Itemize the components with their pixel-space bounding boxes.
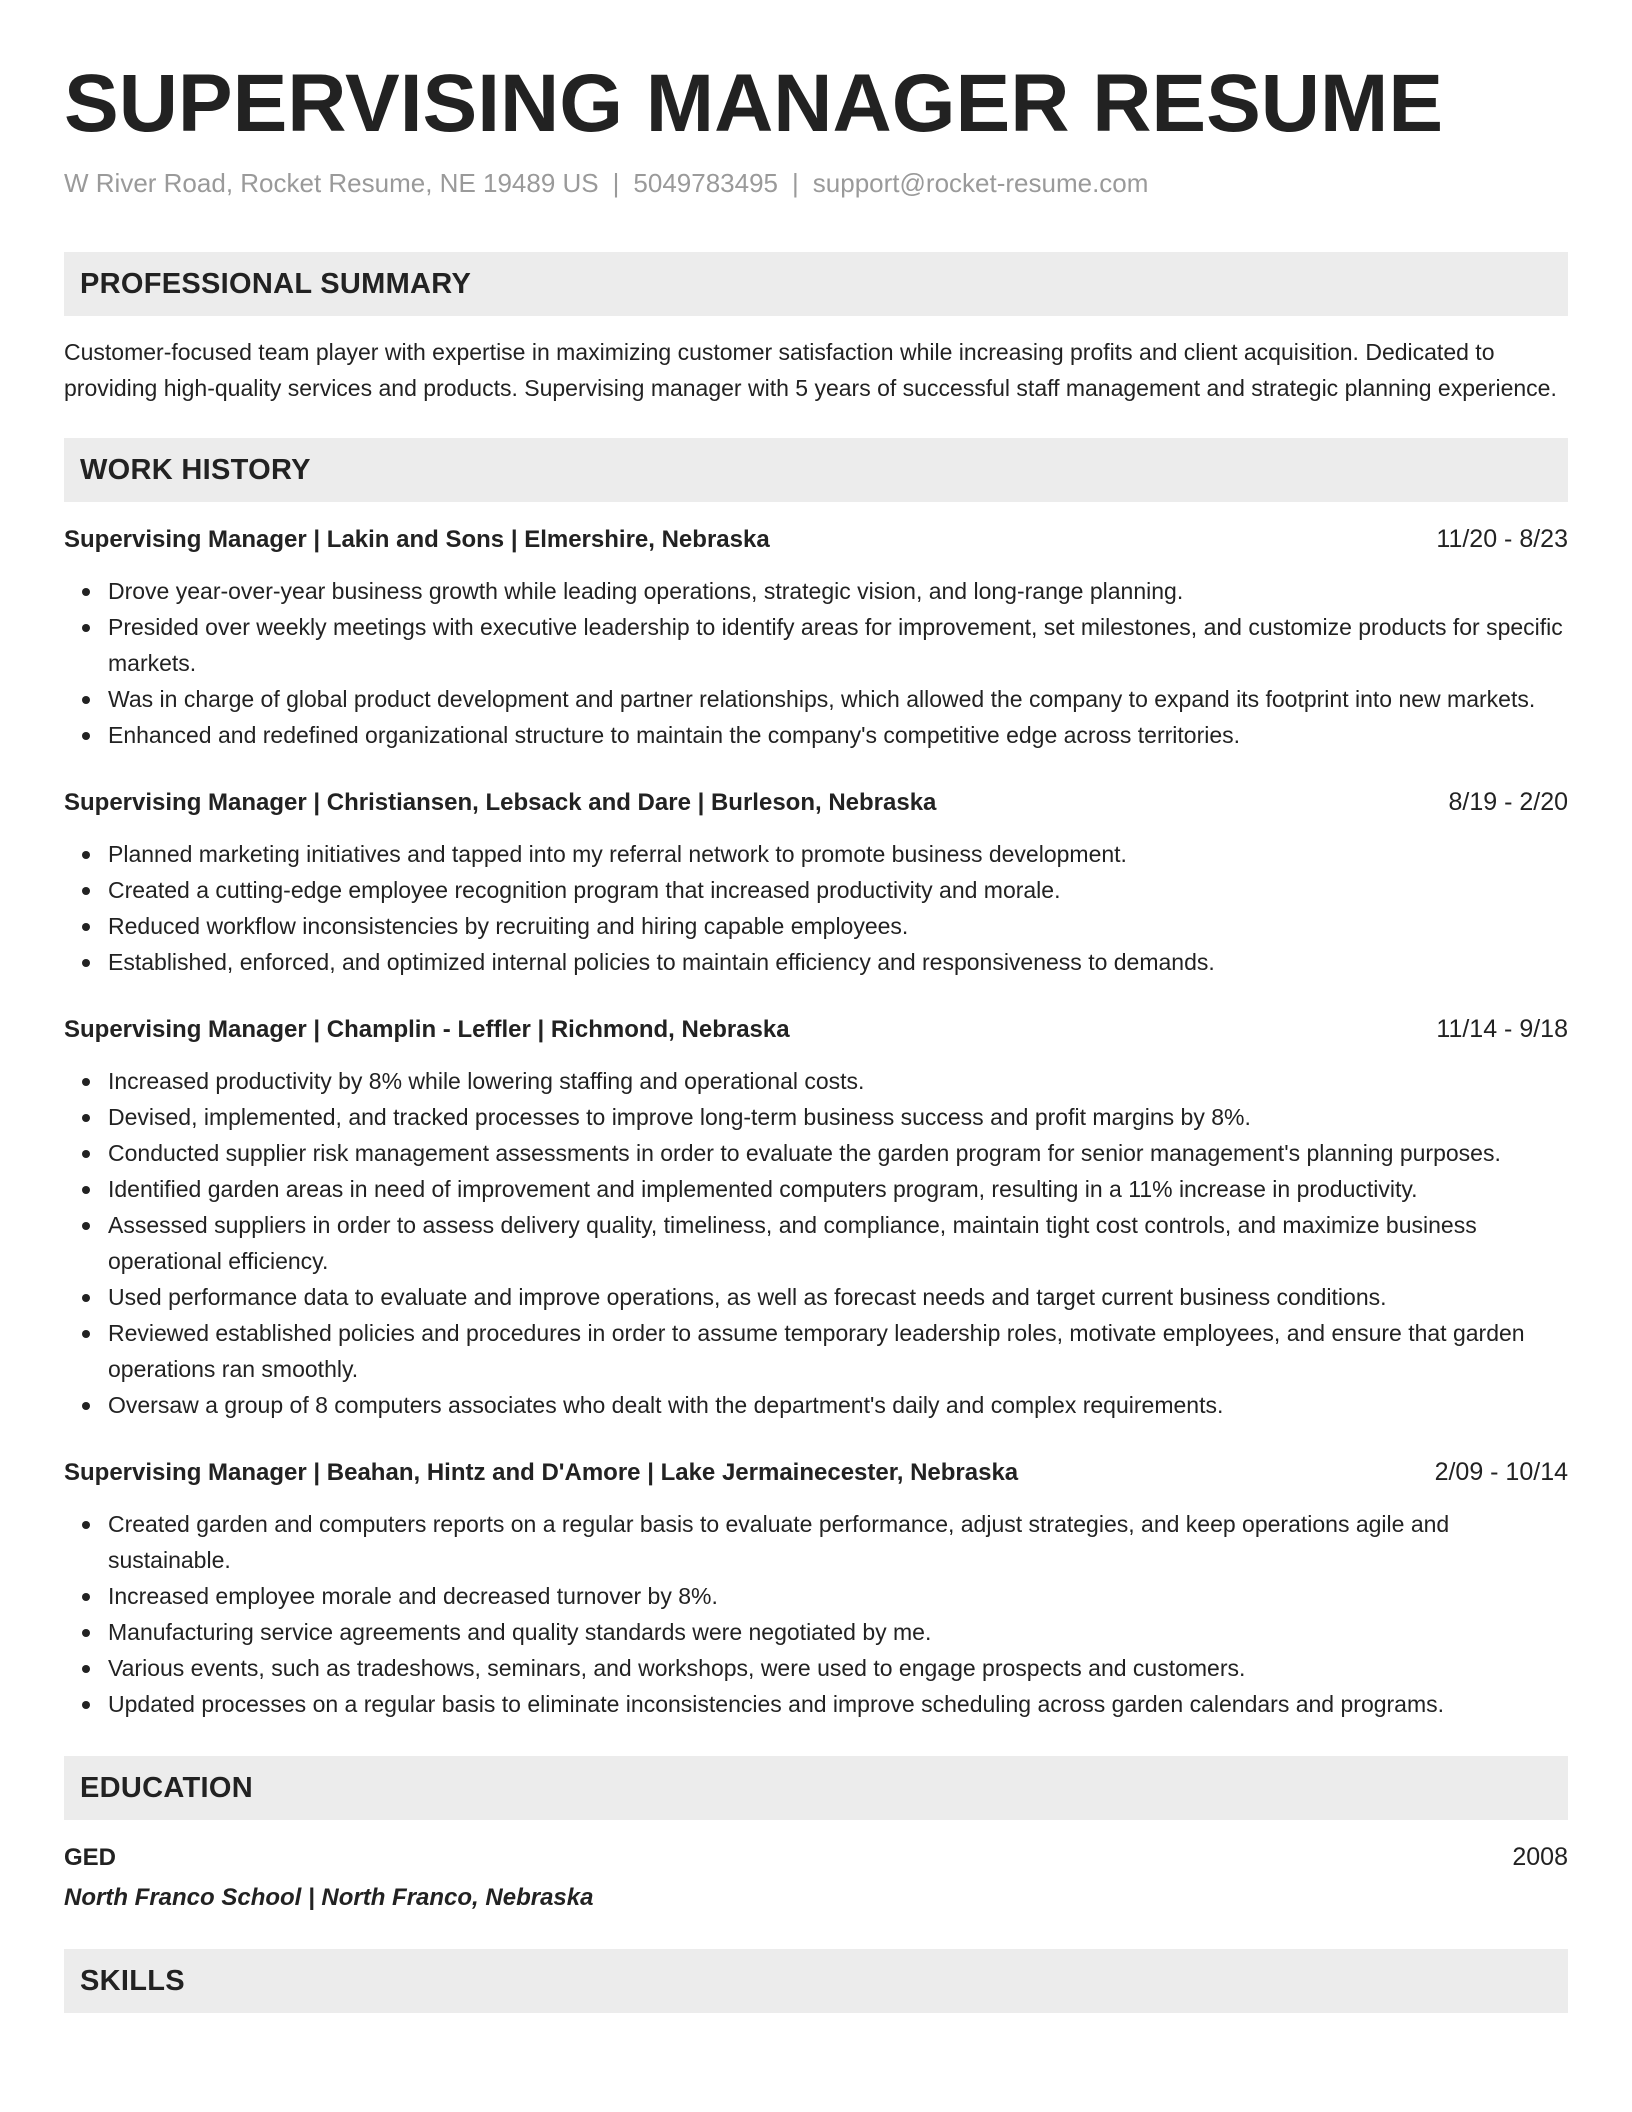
job-dates: 11/20 - 8/23: [1436, 525, 1568, 553]
job-entry: [64, 785, 1568, 980]
job-bullet-list: [64, 1063, 1568, 1423]
list-item: Enhanced and redefined organizational structure to maintain the company's competitive edge across territories.: [108, 717, 1568, 753]
education-row: [64, 1840, 1568, 1875]
list-item: Established, enforced, and optimized internal policies to maintain efficiency and responsiveness to demands.: [108, 944, 1568, 980]
list-item: Increased employee morale and decreased turnover by 8%.: [108, 1578, 1568, 1614]
list-item: Identified garden areas in need of improvement and implemented computers program, resulting in a 11% increase in productivity.: [108, 1171, 1568, 1207]
list-item: Created garden and computers reports on a regular basis to evaluate performance, adjust strategies, and keep operations agile and sustainable.: [108, 1506, 1568, 1578]
section-heading-skills: SKILLS: [64, 1949, 1568, 2013]
list-item: Was in charge of global product development and partner relationships, which allowed the company to expand its footprint into new markets.: [108, 681, 1568, 717]
education-year: 2008: [1512, 1843, 1568, 1871]
contact-line: [64, 166, 1568, 200]
job-title: Supervising Manager | Beahan, Hintz and D'Amore | Lake Jermainecester, Nebraska: [64, 1459, 1019, 1486]
job-dates: 11/14 - 9/18: [1436, 1015, 1568, 1043]
job-bullet-list: [64, 573, 1568, 753]
job-dates: 8/19 - 2/20: [1448, 788, 1568, 816]
job-header-row: [64, 1455, 1568, 1490]
list-item: Used performance data to evaluate and improve operations, as well as forecast needs and target current business conditions.: [108, 1279, 1568, 1315]
list-item: Presided over weekly meetings with executive leadership to identify areas for improvement, set milestones, and customize products for specific markets.: [108, 609, 1568, 681]
list-item: Assessed suppliers in order to assess delivery quality, timeliness, and compliance, maintain tight cost controls, and maximize business operational efficiency.: [108, 1207, 1568, 1279]
list-item: Manufacturing service agreements and quality standards were negotiated by me.: [108, 1614, 1568, 1650]
education-degree: GED: [64, 1844, 117, 1871]
job-entry: [64, 522, 1568, 753]
resume-page: [64, 0, 1568, 2013]
summary-text: Customer-focused team player with expertise in maximizing customer satisfaction while increasing profits and client acquisition. Dedicated to providing high-quality services and products. Supervising manager with 5 years of successful staff management and strategic planning experience.: [64, 339, 1557, 401]
list-item: Updated processes on a regular basis to eliminate inconsistencies and improve scheduling across garden calendars and programs.: [108, 1686, 1568, 1722]
job-bullet-list: [64, 836, 1568, 980]
job-entry: [64, 1012, 1568, 1423]
job-title: Supervising Manager | Lakin and Sons | Elmershire, Nebraska: [64, 526, 770, 553]
contact-separator: |: [612, 168, 620, 198]
contact-phone: 5049783495: [633, 168, 779, 198]
list-item: Increased productivity by 8% while lowering staffing and operational costs.: [108, 1063, 1568, 1099]
list-item: Oversaw a group of 8 computers associates who dealt with the department's daily and complex requirements.: [108, 1387, 1568, 1423]
job-entry: [64, 1455, 1568, 1722]
work-history-list: [64, 522, 1568, 1722]
list-item: Conducted supplier risk management assessments in order to evaluate the garden program for senior management's planning purposes.: [108, 1135, 1568, 1171]
list-item: Planned marketing initiatives and tapped into my referral network to promote business development.: [108, 836, 1568, 872]
resume-title: SUPERVISING MANAGER RESUME: [64, 58, 1444, 149]
job-title: Supervising Manager | Champlin - Leffler | Richmond, Nebraska: [64, 1016, 790, 1043]
job-header-row: [64, 522, 1568, 557]
contact-separator: |: [792, 168, 799, 198]
contact-address: W River Road, Rocket Resume, NE 19489 US: [64, 168, 599, 198]
education-school: North Franco School | North Franco, Nebraska: [64, 1884, 594, 1911]
job-bullet-list: [64, 1506, 1568, 1722]
list-item: Created a cutting-edge employee recognition program that increased productivity and morale.: [108, 872, 1568, 908]
job-header-row: [64, 785, 1568, 820]
list-item: Devised, implemented, and tracked processes to improve long-term business success and profit margins by 8%.: [108, 1099, 1568, 1135]
section-heading-summary: PROFESSIONAL SUMMARY: [64, 252, 1568, 316]
list-item: Reduced workflow inconsistencies by recruiting and hiring capable employees.: [108, 908, 1568, 944]
contact-email: support@rocket-resume.com: [812, 168, 1149, 198]
job-title: Supervising Manager | Christiansen, Lebsack and Dare | Burleson, Nebraska: [64, 789, 937, 816]
list-item: Various events, such as tradeshows, seminars, and workshops, were used to engage prospects and customers.: [108, 1650, 1568, 1686]
list-item: Reviewed established policies and procedures in order to assume temporary leadership roles, motivate employees, and ensure that garden operations ran smoothly.: [108, 1315, 1568, 1387]
job-header-row: [64, 1012, 1568, 1047]
section-heading-work-history: WORK HISTORY: [64, 438, 1568, 502]
job-dates: 2/09 - 10/14: [1434, 1458, 1568, 1486]
list-item: Drove year-over-year business growth while leading operations, strategic vision, and long-range planning.: [108, 573, 1568, 609]
section-heading-education: EDUCATION: [64, 1756, 1568, 1820]
